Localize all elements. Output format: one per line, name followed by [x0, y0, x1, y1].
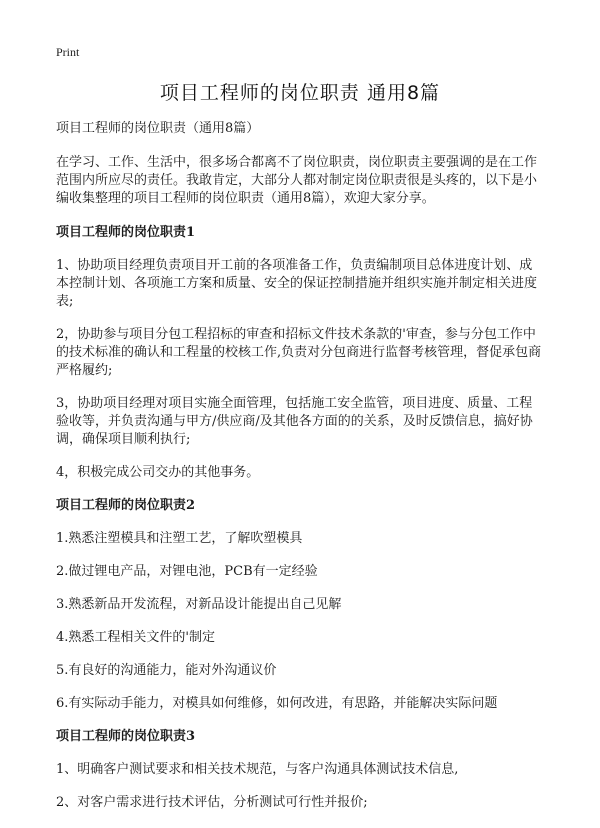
list-item: 5.有良好的沟通能力，能对外沟通议价 — [56, 663, 277, 678]
list-item: 1.熟悉注塑模具和注塑工艺，了解吹塑模具 — [56, 531, 303, 546]
print-link[interactable]: Print — [56, 45, 80, 59]
section-3 — [56, 728, 544, 812]
list-item: 3，协助项目经理对项目实施全面管理，包括施工安全监管，项目进度、质量、工程验收等，并负责沟通与甲方/供应商/及其他各方面的的关系，及时反馈信息，搞好协调，确保项目顺利执行; — [56, 396, 533, 447]
list-item: 1、明确客户测试要求和相关技术规范，与客户沟通具体测试技术信息, — [56, 762, 459, 777]
intro-paragraph: 在学习、工作、生活中，很多场合都离不了岗位职责，岗位职责主要强调的是在工作范围内所应尽的责任。我敢肯定，大部分人都对制定岗位职责很是头疼的，以下是小编收集整理的项目工程师的岗位职责（通用8篇），欢迎大家分享。 — [56, 155, 538, 206]
document-subtitle: 项目工程师的岗位职责（通用8篇） — [56, 121, 260, 136]
list-item: 3.熟悉新品开发流程，对新品设计能提出自己见解 — [56, 597, 342, 612]
document-body — [56, 120, 544, 827]
list-item: 4，积极完成公司交办的其他事务。 — [56, 465, 260, 480]
list-item: 6.有实际动手能力，对模具如何维修，如何改进，有思路，并能解决实际问题 — [56, 696, 498, 711]
section-2 — [56, 497, 544, 713]
list-item: 2，协助参与项目分包工程招标的审查和招标文件技术条款的'审查，参与分包工作中的技术标准的确认和工程量的校核工作,负责对分包商进行监督考核管理，督促承包商严格履约; — [56, 327, 542, 378]
list-item: 4.熟悉工程相关文件的'制定 — [56, 630, 215, 645]
section-heading: 项目工程师的岗位职责2 — [56, 498, 196, 513]
section-1 — [56, 224, 544, 482]
list-item: 2.做过锂电产品，对锂电池，PCB有一定经验 — [56, 564, 318, 579]
list-item: 2、对客户需求进行技术评估，分析测试可行性并报价; — [56, 795, 368, 810]
page-title: 项目工程师的岗位职责 通用8篇 — [159, 82, 441, 104]
section-heading: 项目工程师的岗位职责1 — [56, 225, 196, 240]
section-heading: 项目工程师的岗位职责3 — [56, 729, 196, 744]
list-item: 1、协助项目经理负责项目开工前的各项准备工作，负责编制项目总体进度计划、成本控制计划、各项施工方案和质量、安全的保证控制措施并组织实施并制定相关进度表; — [56, 258, 538, 309]
